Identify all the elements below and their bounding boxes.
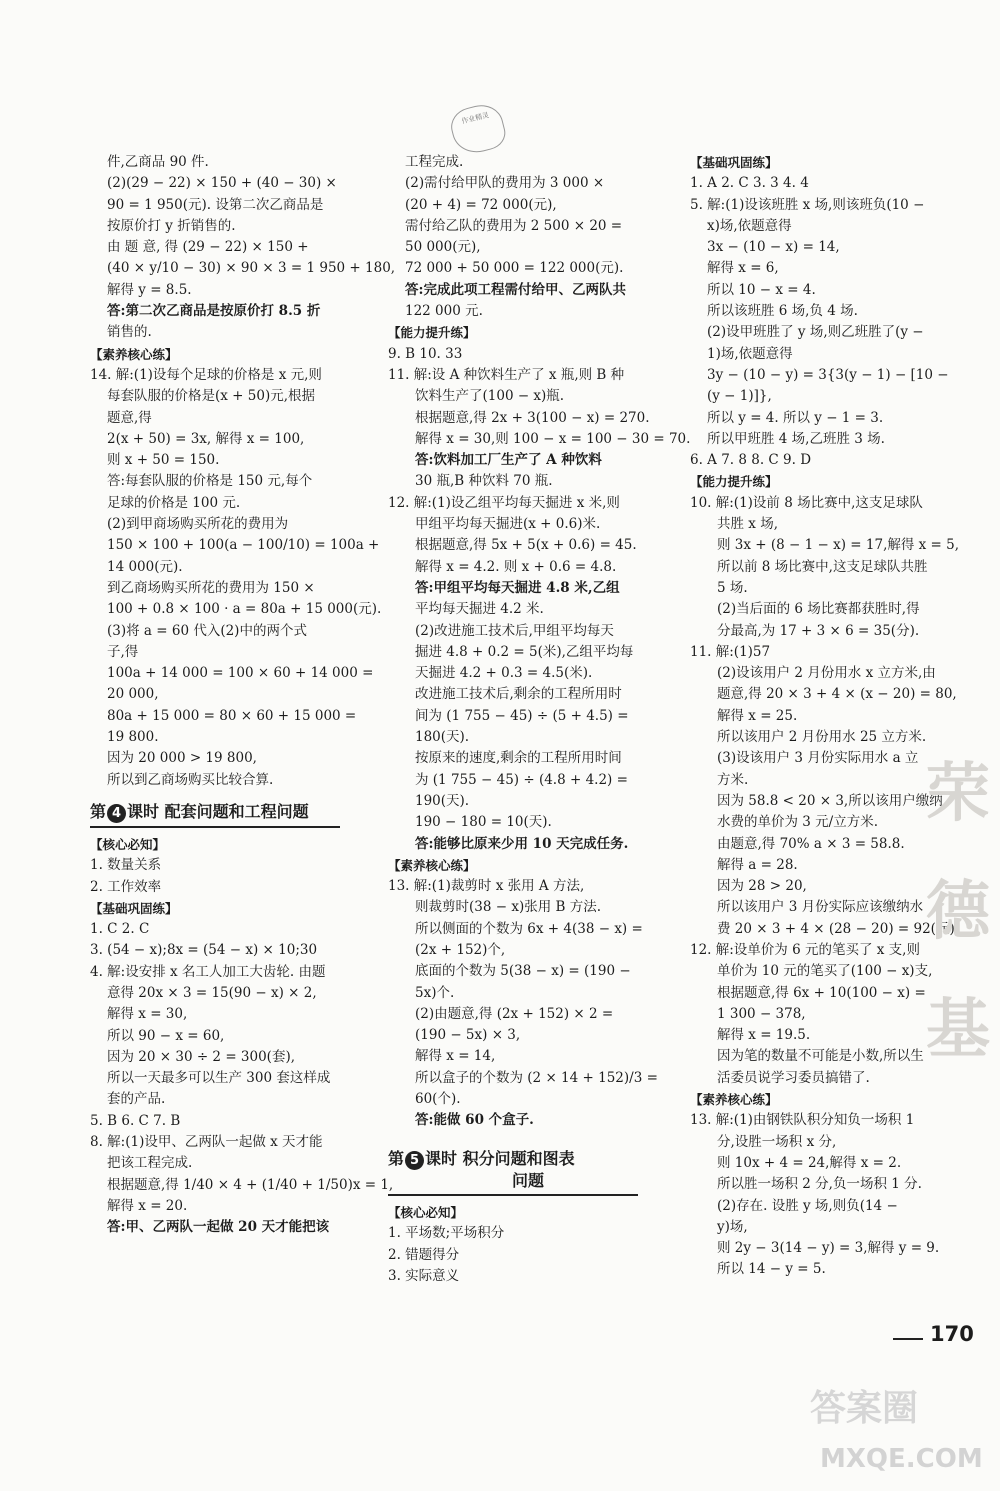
answer-line: 9. B 10. 33: [388, 345, 463, 362]
answer-line: 10. 解:(1)设前 8 场比赛中,这支足球队: [690, 494, 923, 511]
answer-line: 由 题 意, 得 (29 − 22) × 150 +: [107, 239, 309, 256]
answer-line: 按原来的速度,剩余的工程所用时间: [415, 750, 622, 767]
answer-line: 解得 x = 30,则 100 − x = 100 − 30 = 70.: [415, 430, 691, 447]
answer-line: 销售的.: [107, 324, 152, 341]
answer-line: (y − 1)]},: [707, 388, 772, 405]
answer-column-left: [90, 152, 396, 1239]
answer-line: 所以到乙商场购买比较合算.: [107, 771, 274, 788]
answer-line: 解得 x = 20.: [107, 1197, 188, 1214]
answer-line: 所以侧面的个数为 6x + 4(38 − x) =: [415, 920, 643, 937]
answer-line: 1. A 2. C 3. 3 4. 4: [690, 175, 809, 192]
answer-line: 所以 90 − x = 60,: [107, 1027, 225, 1044]
answer-line: 答:甲、乙两队一起做 20 天才能把该: [107, 1219, 330, 1236]
answer-line: (2)存在. 设胜 y 场,则负(14 −: [717, 1197, 898, 1214]
answer-line: 解得 x = 4.2. 则 x + 0.6 = 4.8.: [415, 558, 617, 575]
lesson-prefix: 第: [388, 1148, 405, 1168]
answer-line: 天掘进 4.2 + 0.3 = 4.5(米).: [415, 665, 593, 682]
answer-line: 3x − (10 − x) = 14,: [707, 239, 840, 256]
answer-line: (2)当后面的 6 场比赛都获胜时,得: [717, 601, 920, 618]
answer-column-middle: [388, 152, 691, 1287]
section-heading: 【基础巩固练】: [90, 900, 178, 916]
section-heading: 【素养核心练】: [90, 346, 178, 362]
section-heading: 【基础巩固练】: [690, 155, 778, 170]
answer-line: 所以该班胜 6 场,负 4 场.: [707, 303, 858, 320]
answer-line: 单价为 10 元的笔买了(100 − x)支,: [717, 963, 933, 980]
answer-line: 5. 解:(1)设该班胜 x 场,则该班负(10 −: [690, 196, 925, 213]
answer-line: 足球的价格是 100 元.: [107, 494, 241, 511]
answer-line: 100a + 14 000 = 100 × 60 + 14 000 =: [107, 665, 374, 682]
answer-line: 掘进 4.8 + 0.2 = 5(米),乙组平均每: [415, 643, 634, 660]
answer-line: 因为笔的数量不可能是小数,所以生: [717, 1048, 924, 1065]
lesson-title: 课时 积分问题和图表: [425, 1148, 575, 1168]
answer-line: 工程完成.: [405, 154, 464, 170]
answer-line: y)场,: [717, 1218, 748, 1235]
answer-line: (2x + 152)个,: [415, 941, 506, 958]
answer-line: 2. 工作效率: [90, 878, 162, 895]
answer-line: 平均每天掘进 4.2 米.: [415, 601, 544, 618]
answer-line: 则裁剪时(38 − x)张用 B 方法.: [415, 899, 602, 916]
answer-line: 11. 解:(1)57: [690, 643, 771, 660]
answer-line: 根据题意,得 1/40 × 4 + (1/40 + 1/50)x = 1,: [107, 1176, 394, 1193]
answer-line: 因为 20 × 30 ÷ 2 = 300(套),: [107, 1048, 296, 1065]
answer-line: 间为 (1 755 − 45) ÷ (5 + 4.5) =: [415, 707, 629, 724]
answer-line: 72 000 + 50 000 = 122 000(元).: [405, 260, 624, 277]
section-heading: 【核心必知】: [388, 1204, 464, 1220]
answer-line: 因为 28 > 20,: [717, 878, 807, 895]
answer-line: 共胜 x 场,: [717, 516, 778, 533]
answer-line: 122 000 元.: [405, 303, 483, 320]
answer-line: 按原价打 y 折销售的.: [107, 217, 236, 234]
answer-line: 60(个).: [415, 1091, 461, 1108]
answer-line: 由题意,得 70% a × 3 = 58.8.: [717, 835, 905, 852]
answer-line: 答:甲组平均每天掘进 4.8 米,乙组: [415, 579, 620, 596]
answer-line: 4. 解:设安排 x 名工人加工大齿轮. 由题: [90, 963, 326, 980]
lesson-number: 5: [405, 1151, 424, 1170]
lesson-5-heading: [388, 1148, 638, 1196]
answer-line: 2(x + 50) = 3x, 解得 x = 100,: [107, 430, 305, 447]
answer-line: 6. A 7. 8 8. C 9. D: [690, 452, 812, 469]
answer-line: 3. (54 − x);8x = (54 − x) × 10;30: [90, 942, 318, 959]
answer-line: 分,设胜一场积 x 分,: [717, 1133, 837, 1150]
answer-line: 1. 数量关系: [90, 857, 162, 874]
answer-line: 解得 x = 19.5.: [717, 1027, 811, 1044]
answer-line: 150 × 100 + 100(a − 100/10) = 100a +: [107, 537, 380, 554]
answer-line: (190 − 5x) × 3,: [415, 1027, 521, 1044]
answer-line: 1)场,依题意得: [707, 345, 793, 362]
answer-line: 因为 58.8 < 20 × 3,所以该用户缴纳: [717, 792, 943, 809]
answer-line: 190(天).: [415, 792, 470, 809]
answer-line: 2. 错题得分: [388, 1246, 460, 1263]
answer-line: 50 000(元),: [405, 239, 481, 256]
answer-line: 所以 y = 4. 所以 y − 1 = 3.: [707, 409, 884, 426]
answer-line: 所以胜一场积 2 分,负一场积 1 分.: [717, 1176, 922, 1193]
answer-line: 解得 x = 14,: [415, 1048, 496, 1065]
answer-line: 14 000(元).: [107, 558, 183, 575]
answer-line: 答:能做 60 个盒子.: [415, 1112, 534, 1129]
answer-line: (2)(29 − 22) × 150 + (40 − 30) ×: [107, 175, 337, 192]
answer-line: 14. 解:(1)设每个足球的价格是 x 元,则: [90, 366, 322, 383]
answer-line: 30 瓶,B 种饮料 70 瓶.: [415, 473, 553, 490]
answer-line: 则 10x + 4 = 24,解得 x = 2.: [717, 1154, 902, 1171]
answer-line: 13. 解:(1)由钢铁队积分知负一场积 1: [690, 1112, 915, 1129]
section-heading: 【能力提升练】: [388, 325, 476, 341]
answer-line: 所以该用户 2 月份用水 25 立方米.: [717, 729, 927, 746]
lesson-prefix: 第: [90, 801, 107, 821]
answer-line: 到乙商场购买所花的费用为 150 ×: [107, 579, 315, 596]
section-heading: 【能力提升练】: [690, 474, 778, 490]
answer-line: 12. 解:(1)设乙组平均每天掘进 x 米,则: [388, 494, 620, 511]
answer-line: 水费的单价为 3 元/立方米.: [717, 814, 879, 831]
answer-line: 方米.: [717, 771, 749, 788]
answer-line: 解得 x = 25.: [717, 707, 798, 724]
answer-line: 所以盒子的个数为 (2 × 14 + 152)/3 =: [415, 1069, 658, 1086]
answer-line: 3y − (10 − y) = 3{3(y − 1) − [10 −: [707, 366, 949, 383]
answer-line: 180(天).: [415, 729, 470, 746]
answer-line: 1. 平场数;平场积分: [388, 1225, 505, 1242]
answer-line: 所以前 8 场比赛中,这支足球队共胜: [717, 558, 928, 575]
answer-line: 8. 解:(1)设甲、乙两队一起做 x 天才能: [90, 1134, 323, 1151]
answer-line: 13. 解:(1)裁剪时 x 张用 A 方法,: [388, 878, 585, 895]
answer-line: 所以甲班胜 4 场,乙班胜 3 场.: [707, 430, 885, 447]
answer-line: 需付给乙队的费用为 2 500 × 20 =: [405, 217, 623, 234]
answer-line: 解得 a = 28.: [717, 856, 798, 873]
section-heading: 【核心必知】: [90, 836, 166, 852]
answer-line: 答:每套队服的价格是 150 元,每个: [107, 473, 313, 490]
answer-line: 分最高,为 17 + 3 × 6 = 35(分).: [717, 622, 920, 639]
lesson-4-heading: [90, 801, 340, 828]
answer-line: 答:饮料加工厂生产了 A 种饮料: [415, 452, 602, 469]
answer-line: 5. B 6. C 7. B: [90, 1112, 181, 1129]
watermark-publisher: 荣德基: [926, 756, 990, 1067]
answer-line: 根据题意,得 6x + 10(100 − x) =: [717, 984, 926, 1001]
answer-line: 题意,得 20 × 3 + 4 × (x − 20) = 80,: [717, 686, 957, 703]
section-heading: 【素养核心练】: [388, 857, 476, 873]
answer-line: 子,得: [107, 643, 139, 660]
answer-line: (2)设甲班胜了 y 场,则乙班胜了(y −: [707, 324, 924, 341]
answer-line: 每套队服的价格是(x + 50)元,根据: [107, 388, 316, 405]
answer-line: 1 300 − 378,: [717, 1005, 806, 1022]
column-lines: [90, 834, 394, 1239]
answer-line: 90 = 1 950(元). 设第二次乙商品是: [107, 196, 324, 213]
answer-line: 100 + 0.8 × 100 · a = 80a + 15 000(元).: [107, 601, 382, 618]
answer-line: (40 × y/10 − 30) × 90 × 3 = 1 950 + 180,: [107, 260, 396, 277]
answer-line: 190 − 180 = 10(天).: [415, 814, 552, 831]
column-lines: [90, 152, 396, 791]
page-number: 170: [930, 1322, 974, 1346]
answer-line: 5 场.: [717, 579, 748, 596]
answer-line: 11. 解:设 A 种饮料生产了 x 瓶,则 B 种: [388, 366, 625, 383]
answer-line: 件,乙商品 90 件.: [107, 154, 209, 170]
answer-line: 20 000,: [107, 686, 159, 703]
answer-line: (2)到甲商场购买所花的费用为: [107, 516, 289, 533]
answer-line: 所以 10 − x = 4.: [707, 281, 816, 298]
answer-line: 所以 14 − y = 5.: [717, 1261, 826, 1278]
answer-line: 5x)个.: [415, 984, 455, 1001]
column-lines: [388, 152, 691, 1132]
answer-line: 解得 x = 30,: [107, 1006, 188, 1023]
answer-line: 把该工程完成.: [107, 1155, 193, 1172]
answer-line: x)场,依题意得: [707, 217, 792, 234]
lesson-number: 4: [107, 804, 126, 823]
answer-line: 底面的个数为 5(38 − x) = (190 −: [415, 963, 631, 980]
answer-line: (20 + 4) = 72 000(元),: [405, 196, 557, 213]
lesson-title: 课时 配套问题和工程问题: [127, 801, 309, 821]
answer-line: 因为 20 000 > 19 800,: [107, 750, 257, 767]
answer-line: 所以该用户 3 月份实际应该缴纳水: [717, 899, 924, 916]
answer-line: 为 (1 755 − 45) ÷ (4.8 + 4.2) =: [415, 771, 628, 788]
answer-line: 80a + 15 000 = 80 × 60 + 15 000 =: [107, 707, 357, 724]
answer-line: 答:能够比原来少用 10 天完成任务.: [415, 835, 629, 852]
answer-line: 则 2y − 3(14 − y) = 3,解得 y = 9.: [717, 1240, 940, 1257]
answer-line: 改进施工技术后,剩余的工程所用时: [415, 686, 622, 703]
column-lines: [388, 1202, 650, 1287]
answer-line: 答:第二次乙商品是按原价打 8.5 折: [107, 303, 321, 320]
answer-line: (3)设该用户 3 月份实际用水 a 立: [717, 750, 919, 767]
lesson-title-line2: 问题: [511, 1170, 544, 1190]
answer-line: 19 800.: [107, 729, 159, 746]
answer-line: 甲组平均每天掘进(x + 0.6)米.: [415, 516, 601, 533]
answer-line: 意得 20x × 3 = 15(90 − x) × 2,: [107, 984, 317, 1001]
stamp: 作业精灵: [447, 100, 509, 157]
answer-line: (2)由题意,得 (2x + 152) × 2 =: [415, 1005, 614, 1022]
answer-line: 答:完成此项工程需付给甲、乙两队共: [405, 281, 626, 298]
answer-line: (2)需付给甲队的费用为 3 000 ×: [405, 175, 605, 192]
answer-line: 根据题意,得 2x + 3(100 − x) = 270.: [415, 409, 650, 426]
answer-line: 题意,得: [107, 409, 152, 426]
answer-line: 1. C 2. C: [90, 921, 150, 938]
answer-line: 12. 解:设单价为 6 元的笔买了 x 支,则: [690, 941, 920, 958]
section-heading: 【素养核心练】: [690, 1092, 778, 1108]
answer-line: 则 3x + (8 − 1 − x) = 17,解得 x = 5,: [717, 537, 960, 554]
answer-line: 活委员说学习委员搞错了.: [717, 1069, 870, 1086]
answer-line: 解得 y = 8.5.: [107, 281, 192, 298]
watermark-url: MXQE.COM: [820, 1444, 983, 1474]
answer-line: 套的产品.: [107, 1091, 166, 1108]
answer-line: 所以一天最多可以生产 300 套这样成: [107, 1070, 331, 1087]
answer-line: (2)设该用户 2 月份用水 x 立方米,由: [717, 665, 936, 682]
answer-line: (3)将 a = 60 代入(2)中的两个式: [107, 622, 307, 639]
answer-line: 饮料生产了(100 − x)瓶.: [415, 388, 565, 405]
answer-line: 费 20 × 3 + 4 × (28 − 20) = 92(元).: [717, 920, 960, 937]
answer-line: 3. 实际意义: [388, 1267, 460, 1284]
answer-line: 解得 x = 6,: [707, 260, 779, 277]
watermark-logo: 答案圈: [810, 1388, 919, 1429]
answer-line: 则 x + 50 = 150.: [107, 452, 220, 469]
answer-line: 根据题意,得 5x + 5(x + 0.6) = 45.: [415, 537, 637, 554]
answer-line: (2)改进施工技术后,甲组平均每天: [415, 622, 614, 639]
